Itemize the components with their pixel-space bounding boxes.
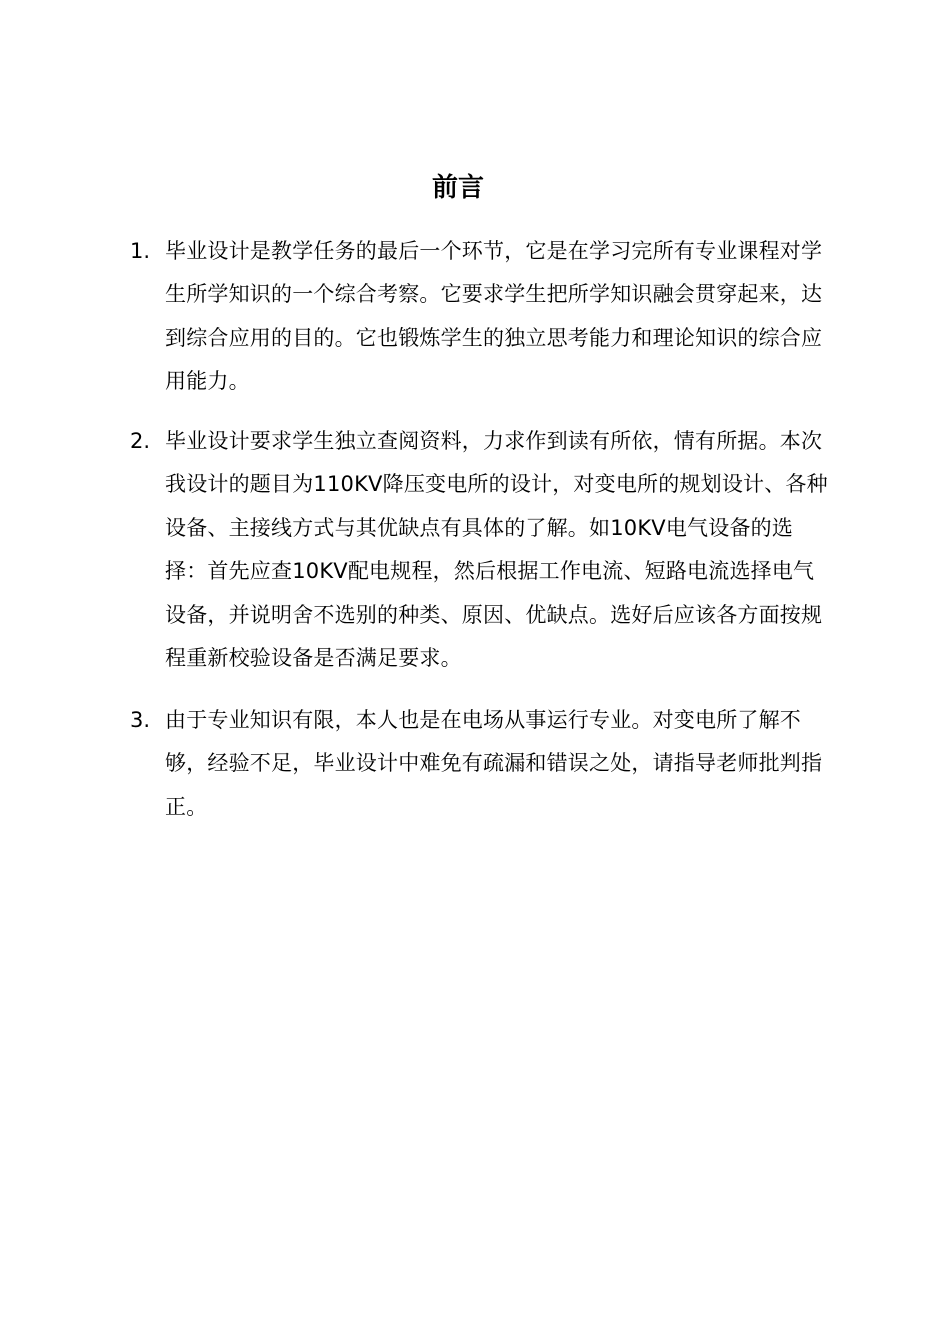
page-title: 前言 bbox=[431, 173, 484, 203]
list-item-text: 毕业设计是教学任务的最后一个环节，它是在学习完所有专业课程对学生所学知识的一个综合考察。它要求学生把所学知识融会贯穿起来，达到综合应用的目的。它也锻炼学生的独立思考能力和理论知识的综合应用能力。 bbox=[165, 239, 823, 394]
list-item-text: 毕业设计要求学生独立查阅资料，力求作到读有所依，情有所据。本次我设计的题目为110KV降压变电所的设计，对变电所的规划设计、各种设备、主接线方式与其优缺点有具体的了解。如10KV电气设备的选择：首先应查10KV配电规程，然后根据工作电流、短路电流选择电气设备，并说明舍不选别的种类、原因、优缺点。选好后应该各方面按规程重新校验设备是否满足要求。 bbox=[165, 429, 828, 671]
list-item bbox=[130, 420, 830, 680]
list-item-text: 由于专业知识有限，本人也是在电场从事运行专业。对变电所了解不够，经验不足，毕业设计中难免有疏漏和错误之处，请指导老师批判指正。 bbox=[165, 708, 823, 819]
list-item bbox=[130, 699, 830, 829]
list-item-number: 2. bbox=[130, 429, 151, 453]
list-item bbox=[130, 230, 830, 404]
list-item-number: 3. bbox=[130, 708, 151, 732]
list-item-number: 1. bbox=[130, 239, 151, 263]
